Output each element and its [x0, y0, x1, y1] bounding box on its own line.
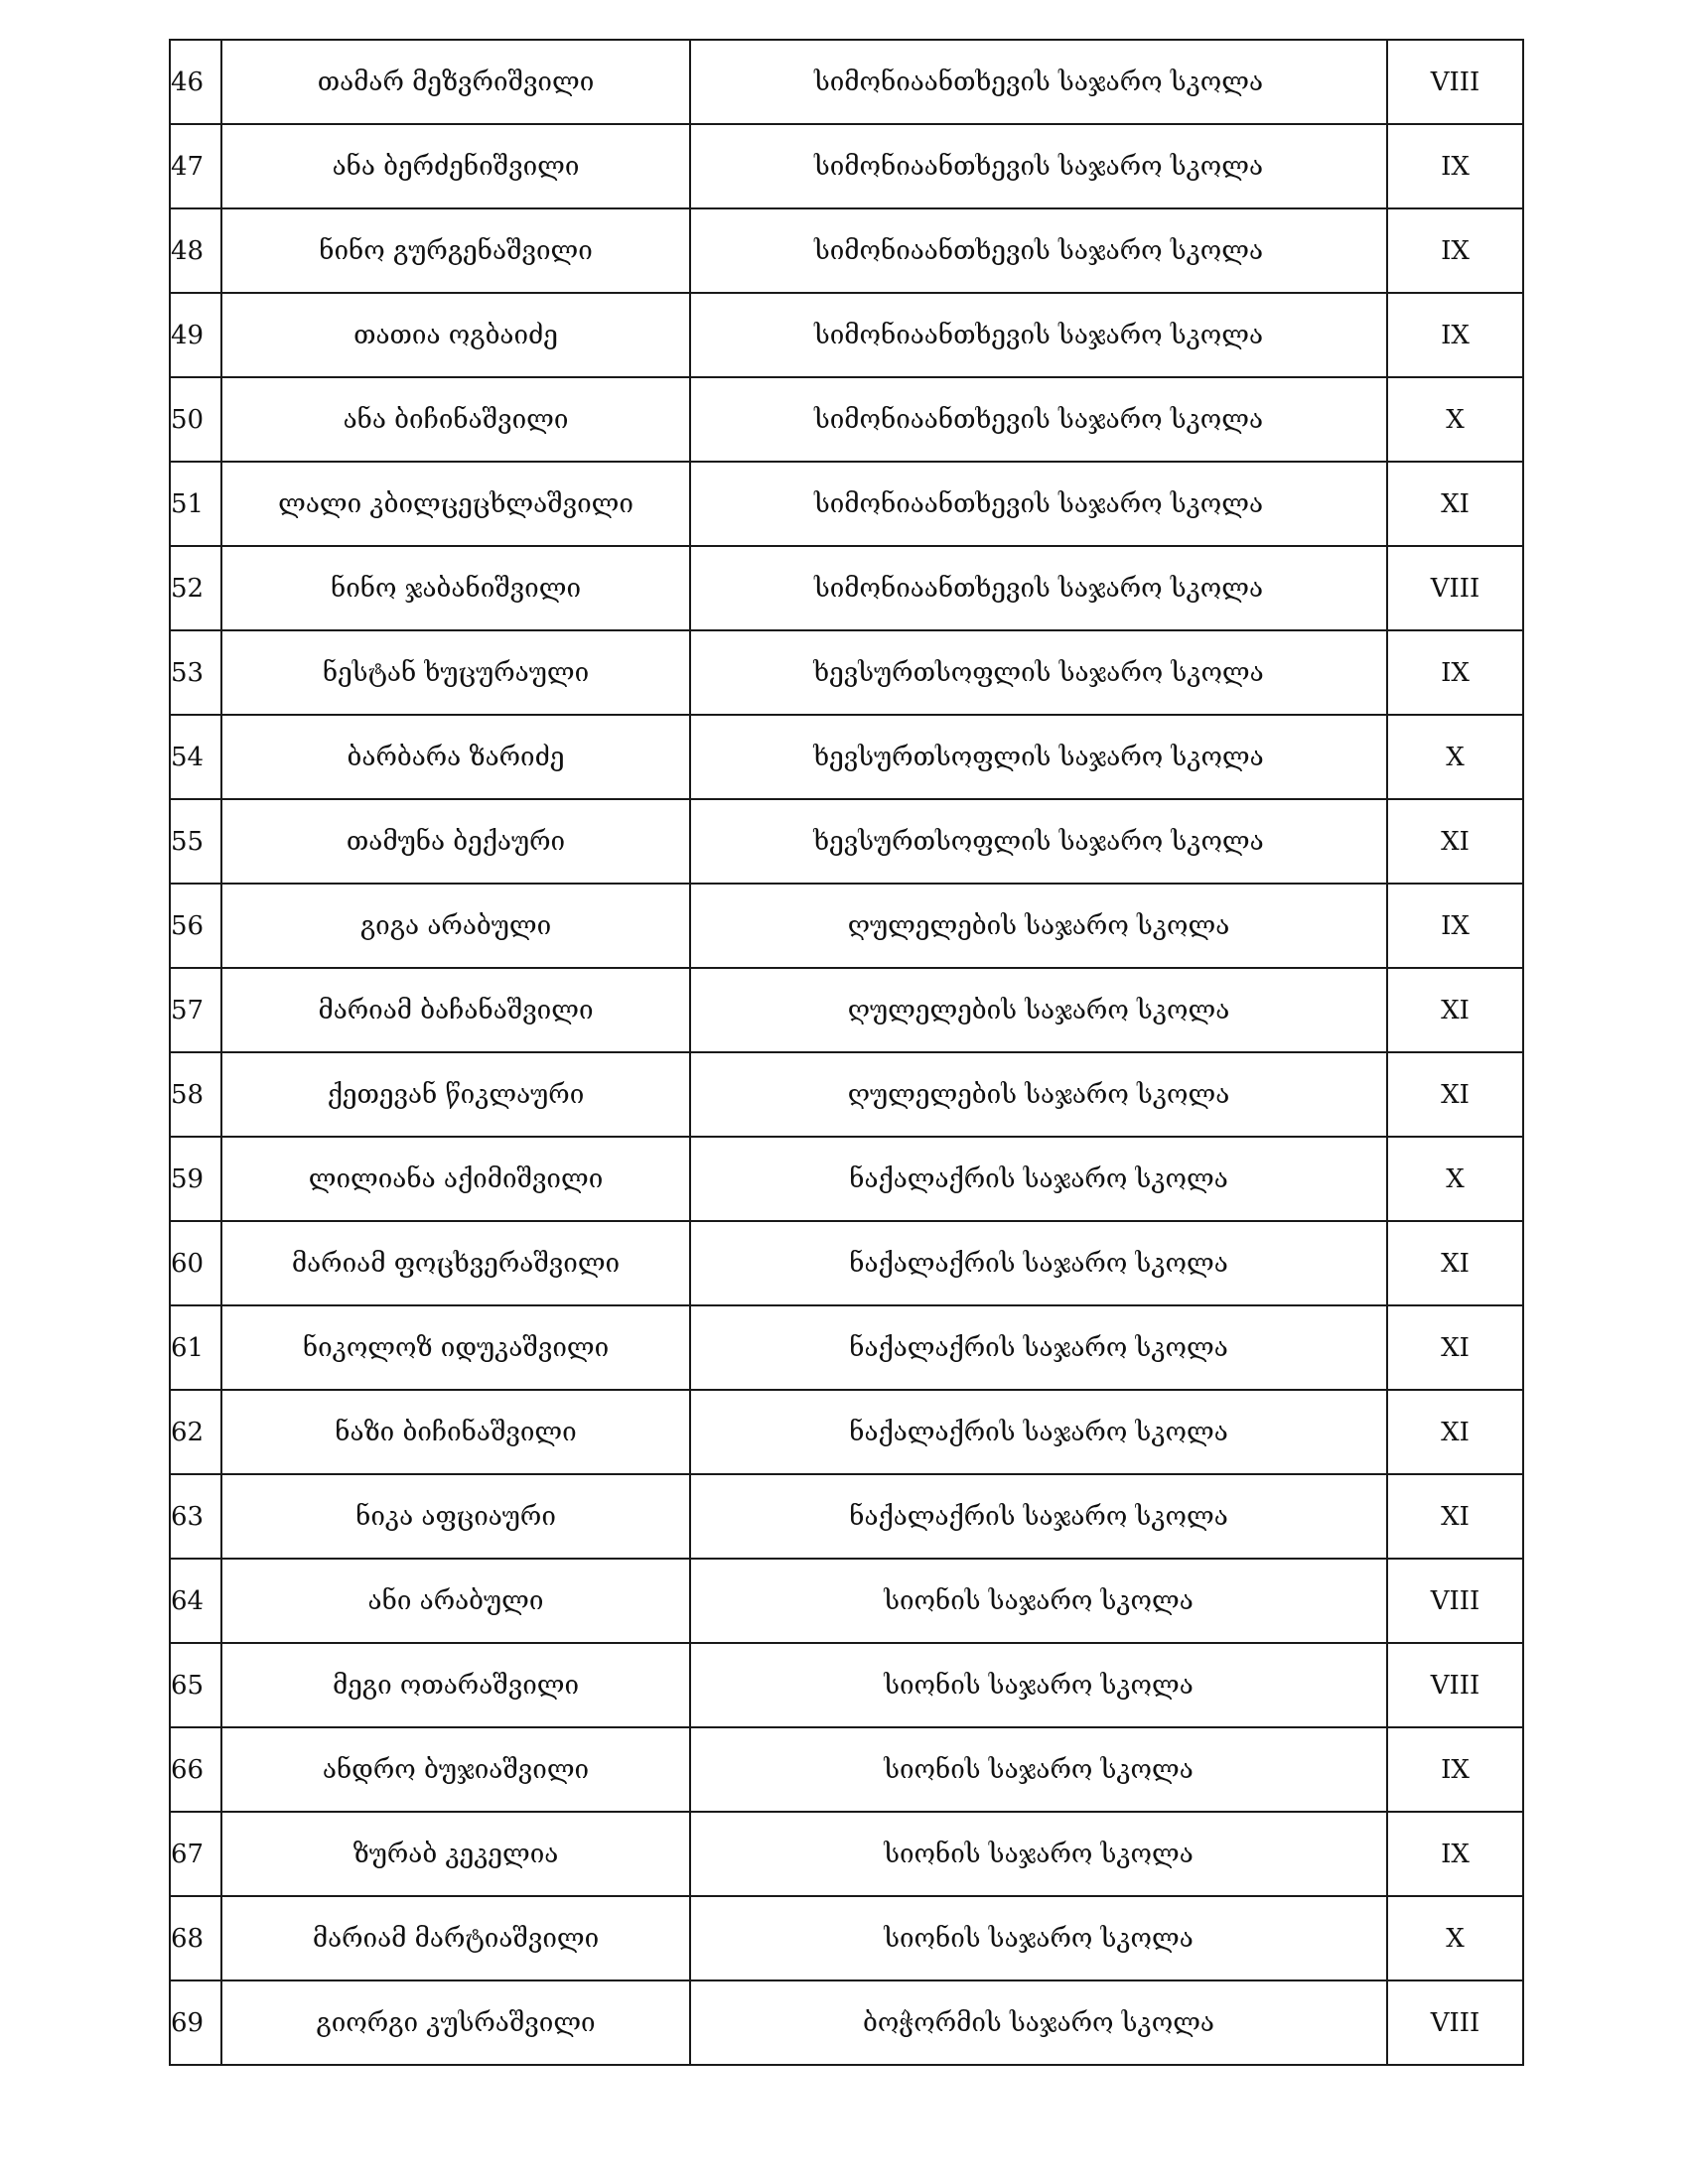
table-row — [170, 462, 1523, 546]
grade-cell: VIII — [1387, 40, 1523, 124]
grade-cell: X — [1387, 377, 1523, 462]
student-name-cell: ნინო ჯაბანიშვილი — [221, 546, 690, 630]
table-row — [170, 968, 1523, 1052]
row-number-cell: 58 — [170, 1052, 221, 1137]
student-name-cell: ანდრო ბუჯიაშვილი — [221, 1727, 690, 1812]
student-name-cell: ანა ბიჩინაშვილი — [221, 377, 690, 462]
row-number-cell: 59 — [170, 1137, 221, 1221]
table-row — [170, 377, 1523, 462]
school-name-cell: ღულელების საჯარო სკოლა — [690, 1052, 1387, 1137]
row-number-cell: 63 — [170, 1474, 221, 1559]
row-number-cell: 55 — [170, 799, 221, 884]
table-row — [170, 1559, 1523, 1643]
participants-table — [169, 39, 1524, 2066]
table-row — [170, 1221, 1523, 1305]
student-name-cell: ანა ბერძენიშვილი — [221, 124, 690, 208]
school-name-cell: ღულელების საჯარო სკოლა — [690, 884, 1387, 968]
student-name-cell: მეგი ოთარაშვილი — [221, 1643, 690, 1727]
table-row — [170, 1305, 1523, 1390]
student-name-cell: გიგა არაბული — [221, 884, 690, 968]
table-row — [170, 630, 1523, 715]
school-name-cell: ნაქალაქრის საჯარო სკოლა — [690, 1137, 1387, 1221]
grade-cell: XI — [1387, 1305, 1523, 1390]
student-name-cell: თამუნა ბექაური — [221, 799, 690, 884]
row-number-cell: 65 — [170, 1643, 221, 1727]
student-name-cell: თამარ მეზვრიშვილი — [221, 40, 690, 124]
school-name-cell: ხევსურთსოფლის საჯარო სკოლა — [690, 630, 1387, 715]
grade-cell: VIII — [1387, 1559, 1523, 1643]
row-number-cell: 48 — [170, 208, 221, 293]
row-number-cell: 69 — [170, 1980, 221, 2065]
grade-cell: VIII — [1387, 1643, 1523, 1727]
table-row — [170, 546, 1523, 630]
row-number-cell: 49 — [170, 293, 221, 377]
row-number-cell: 52 — [170, 546, 221, 630]
student-name-cell: ანი არაბული — [221, 1559, 690, 1643]
row-number-cell: 46 — [170, 40, 221, 124]
grade-cell: IX — [1387, 1812, 1523, 1896]
school-name-cell: სიონის საჯარო სკოლა — [690, 1559, 1387, 1643]
school-name-cell: სიონის საჯარო სკოლა — [690, 1896, 1387, 1980]
row-number-cell: 61 — [170, 1305, 221, 1390]
row-number-cell: 66 — [170, 1727, 221, 1812]
student-name-cell: ნიკა აფციაური — [221, 1474, 690, 1559]
student-name-cell: ნესტან ხუცურაული — [221, 630, 690, 715]
grade-cell: XI — [1387, 1221, 1523, 1305]
table-row — [170, 1812, 1523, 1896]
school-name-cell: სიმონიაანთხევის საჯარო სკოლა — [690, 377, 1387, 462]
row-number-cell: 54 — [170, 715, 221, 799]
table-row — [170, 1390, 1523, 1474]
table-row — [170, 799, 1523, 884]
student-name-cell: ნაზი ბიჩინაშვილი — [221, 1390, 690, 1474]
school-name-cell: ხევსურთსოფლის საჯარო სკოლა — [690, 799, 1387, 884]
student-name-cell: ბარბარა ზარიძე — [221, 715, 690, 799]
student-name-cell: ზურაბ კეკელია — [221, 1812, 690, 1896]
table-row — [170, 1474, 1523, 1559]
grade-cell: XI — [1387, 462, 1523, 546]
school-name-cell: სიონის საჯარო სკოლა — [690, 1727, 1387, 1812]
grade-cell: XI — [1387, 799, 1523, 884]
school-name-cell: სიმონიაანთხევის საჯარო სკოლა — [690, 293, 1387, 377]
table-row — [170, 40, 1523, 124]
table-row — [170, 293, 1523, 377]
table-row — [170, 1643, 1523, 1727]
student-name-cell: ქეთევან წიკლაური — [221, 1052, 690, 1137]
grade-cell: IX — [1387, 884, 1523, 968]
grade-cell: IX — [1387, 124, 1523, 208]
grade-cell: X — [1387, 1137, 1523, 1221]
grade-cell: IX — [1387, 293, 1523, 377]
row-number-cell: 56 — [170, 884, 221, 968]
school-name-cell: სიმონიაანთხევის საჯარო სკოლა — [690, 40, 1387, 124]
student-name-cell: ნინო გურგენაშვილი — [221, 208, 690, 293]
student-name-cell: მარიამ ფოცხვერაშვილი — [221, 1221, 690, 1305]
participants-table-body — [170, 40, 1523, 2065]
school-name-cell: ნაქალაქრის საჯარო სკოლა — [690, 1474, 1387, 1559]
table-row — [170, 208, 1523, 293]
grade-cell: XI — [1387, 1474, 1523, 1559]
table-row — [170, 1980, 1523, 2065]
grade-cell: VIII — [1387, 546, 1523, 630]
grade-cell: X — [1387, 1896, 1523, 1980]
school-name-cell: ნაქალაქრის საჯარო სკოლა — [690, 1390, 1387, 1474]
student-name-cell: გიორგი კუსრაშვილი — [221, 1980, 690, 2065]
row-number-cell: 67 — [170, 1812, 221, 1896]
school-name-cell: სიონის საჯარო სკოლა — [690, 1812, 1387, 1896]
school-name-cell: ხევსურთსოფლის საჯარო სკოლა — [690, 715, 1387, 799]
grade-cell: X — [1387, 715, 1523, 799]
school-name-cell: სიონის საჯარო სკოლა — [690, 1643, 1387, 1727]
row-number-cell: 62 — [170, 1390, 221, 1474]
table-row — [170, 1052, 1523, 1137]
table-row — [170, 884, 1523, 968]
row-number-cell: 51 — [170, 462, 221, 546]
grade-cell: VIII — [1387, 1980, 1523, 2065]
table-row — [170, 1727, 1523, 1812]
school-name-cell: სიმონიაანთხევის საჯარო სკოლა — [690, 462, 1387, 546]
table-row — [170, 715, 1523, 799]
school-name-cell: სიმონიაანთხევის საჯარო სკოლა — [690, 208, 1387, 293]
row-number-cell: 50 — [170, 377, 221, 462]
row-number-cell: 64 — [170, 1559, 221, 1643]
row-number-cell: 47 — [170, 124, 221, 208]
grade-cell: IX — [1387, 630, 1523, 715]
school-name-cell: ღულელების საჯარო სკოლა — [690, 968, 1387, 1052]
row-number-cell: 57 — [170, 968, 221, 1052]
table-row — [170, 1137, 1523, 1221]
school-name-cell: ნაქალაქრის საჯარო სკოლა — [690, 1305, 1387, 1390]
student-name-cell: მარიამ ბაჩანაშვილი — [221, 968, 690, 1052]
grade-cell: XI — [1387, 1390, 1523, 1474]
school-name-cell: სიმონიაანთხევის საჯარო სკოლა — [690, 124, 1387, 208]
grade-cell: IX — [1387, 208, 1523, 293]
row-number-cell: 68 — [170, 1896, 221, 1980]
student-name-cell: თათია ოგბაიძე — [221, 293, 690, 377]
student-name-cell: მარიამ მარტიაშვილი — [221, 1896, 690, 1980]
table-row — [170, 124, 1523, 208]
row-number-cell: 60 — [170, 1221, 221, 1305]
student-name-cell: ლალი კბილცეცხლაშვილი — [221, 462, 690, 546]
row-number-cell: 53 — [170, 630, 221, 715]
grade-cell: XI — [1387, 968, 1523, 1052]
school-name-cell: ბოჭორმის საჯარო სკოლა — [690, 1980, 1387, 2065]
school-name-cell: სიმონიაანთხევის საჯარო სკოლა — [690, 546, 1387, 630]
table-row — [170, 1896, 1523, 1980]
grade-cell: XI — [1387, 1052, 1523, 1137]
grade-cell: IX — [1387, 1727, 1523, 1812]
school-name-cell: ნაქალაქრის საჯარო სკოლა — [690, 1221, 1387, 1305]
student-name-cell: ნიკოლოზ იდუკაშვილი — [221, 1305, 690, 1390]
student-name-cell: ლილიანა აქიმიშვილი — [221, 1137, 690, 1221]
